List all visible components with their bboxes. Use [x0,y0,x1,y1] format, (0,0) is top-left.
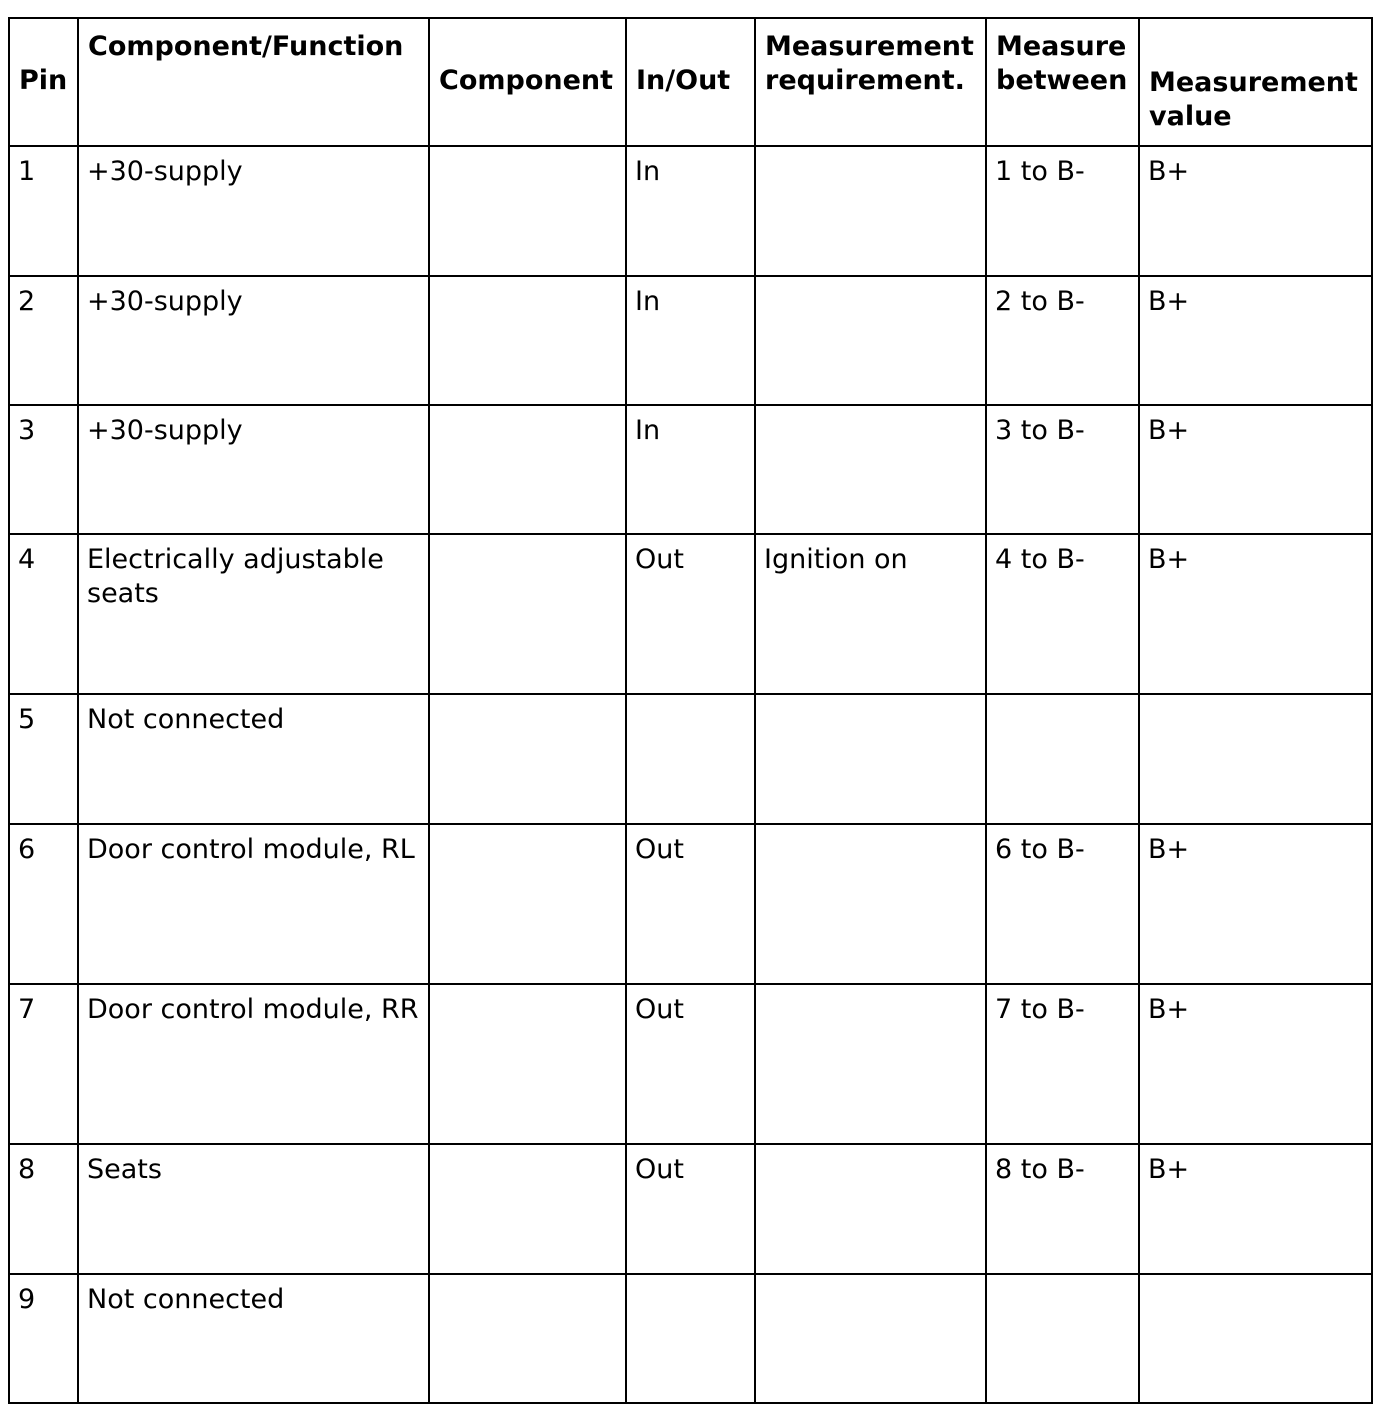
table-row [9,1144,1372,1274]
cell-pin: 7 [9,984,78,1144]
cell-in-out: Out [626,984,755,1144]
cell-function: Not connected [78,694,429,824]
cell-value [1139,1274,1372,1403]
cell-function: Electrically adjustable seats [78,534,429,694]
cell-function: Not connected [78,1274,429,1403]
header-measurement-requirement [755,18,986,146]
cell-component [429,146,626,276]
cell-in-out: In [626,146,755,276]
table-row [9,405,1372,534]
pin-assignment-table [8,17,1373,1404]
cell-function: +30-supply [78,405,429,534]
header-pin [9,18,78,146]
cell-requirement [755,146,986,276]
cell-between: 1 to B- [986,146,1139,276]
header-pin-label: Pin [19,65,68,96]
cell-function: Door control module, RL [78,824,429,984]
header-measure-between-label: Measure between [996,31,1128,96]
cell-value: B+ [1139,405,1372,534]
table-row [9,1274,1372,1403]
cell-function: +30-supply [78,146,429,276]
cell-in-out: Out [626,1144,755,1274]
cell-between: 8 to B- [986,1144,1139,1274]
header-component-function [78,18,429,146]
cell-value [1139,694,1372,824]
cell-pin: 1 [9,146,78,276]
cell-in-out [626,1274,755,1403]
header-measure-between [986,18,1139,146]
table-row [9,984,1372,1144]
table-header-row [9,18,1372,146]
cell-value: B+ [1139,824,1372,984]
cell-between [986,694,1139,824]
cell-in-out: Out [626,824,755,984]
header-measurement-requirement-label: Measurement requirement. [765,31,974,96]
header-measurement-value [1139,18,1372,146]
cell-function: Door control module, RR [78,984,429,1144]
cell-pin: 9 [9,1274,78,1403]
cell-requirement: Ignition on [755,534,986,694]
cell-component [429,1144,626,1274]
cell-component [429,984,626,1144]
cell-in-out: In [626,276,755,405]
cell-in-out [626,694,755,824]
cell-pin: 4 [9,534,78,694]
header-component-function-label: Component/Function [88,31,404,62]
cell-between: 3 to B- [986,405,1139,534]
cell-between [986,1274,1139,1403]
cell-function: +30-supply [78,276,429,405]
cell-value: B+ [1139,146,1372,276]
cell-pin: 5 [9,694,78,824]
cell-value: B+ [1139,534,1372,694]
cell-pin: 2 [9,276,78,405]
cell-value: B+ [1139,1144,1372,1274]
cell-requirement [755,1274,986,1403]
cell-component [429,824,626,984]
cell-value: B+ [1139,276,1372,405]
cell-component [429,276,626,405]
header-in-out-label: In/Out [636,65,731,96]
header-in-out [626,18,755,146]
table-row [9,694,1372,824]
cell-component [429,405,626,534]
table-row [9,146,1372,276]
cell-requirement [755,405,986,534]
cell-between: 6 to B- [986,824,1139,984]
cell-pin: 6 [9,824,78,984]
header-component [429,18,626,146]
cell-component [429,534,626,694]
cell-requirement [755,1144,986,1274]
cell-function: Seats [78,1144,429,1274]
table-row [9,276,1372,405]
cell-requirement [755,276,986,405]
cell-component [429,694,626,824]
cell-in-out: Out [626,534,755,694]
header-measurement-value-label: Measurement value [1149,67,1358,132]
cell-between: 4 to B- [986,534,1139,694]
cell-between: 7 to B- [986,984,1139,1144]
cell-in-out: In [626,405,755,534]
cell-requirement [755,694,986,824]
cell-component [429,1274,626,1403]
cell-pin: 8 [9,1144,78,1274]
cell-value: B+ [1139,984,1372,1144]
table-row [9,534,1372,694]
cell-pin: 3 [9,405,78,534]
cell-between: 2 to B- [986,276,1139,405]
table-row [9,824,1372,984]
header-component-label: Component [439,65,614,96]
cell-requirement [755,824,986,984]
cell-requirement [755,984,986,1144]
